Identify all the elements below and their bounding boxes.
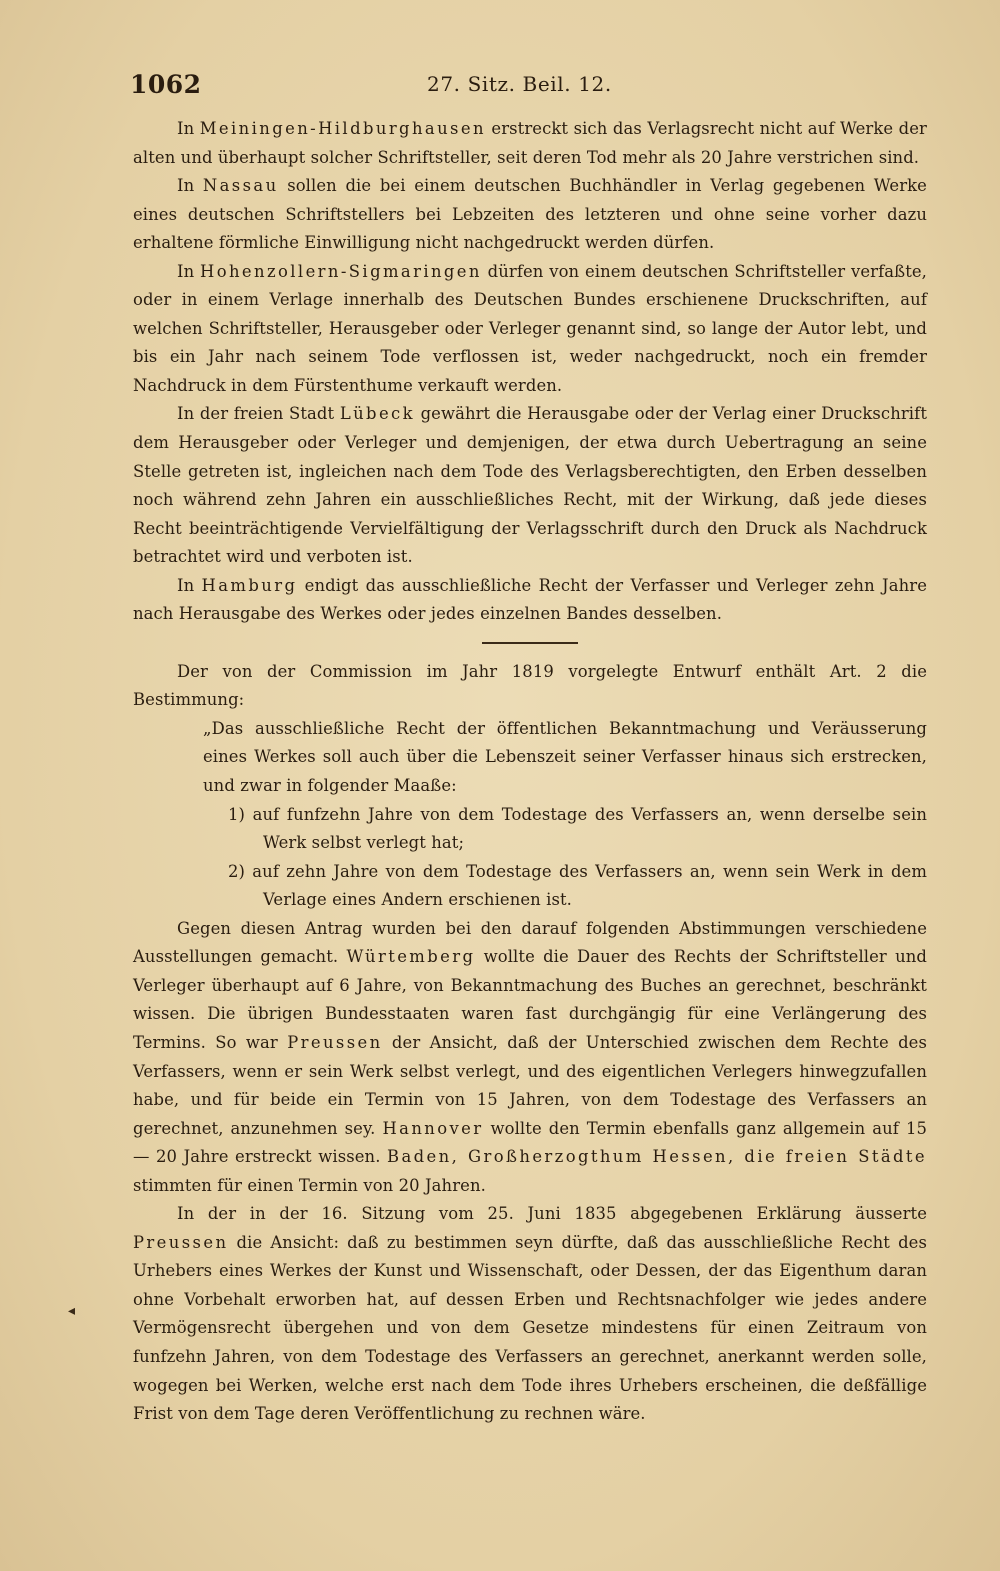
state-name: Preussen [287, 1032, 383, 1052]
place-name: Hohenzollern-Sigmaringen [200, 261, 482, 281]
paragraph-text: erstreckt sich das Verlagsrecht nicht auf Werke der alten und überhaupt solcher Schriftsteller, seit deren Tod mehr als 20 Jahre verstrichen sind. [133, 119, 927, 167]
list-marker: 2) [228, 861, 246, 881]
paragraph-objections [133, 915, 927, 1200]
paragraph-text: die Ansicht: daß zu bestimmen seyn dürfte, daß das ausschließliche Recht des Urhebers eines Werkes der Kunst und Wissenschaft, oder Dessen, der das Eigenthum daran ohne Vorbehalt erworben hat, auf dessen Erben und Rechtsnachfolger wie jedes andere Vermögensrecht übergehen und von dem Gesetze mindestens für einen Zeitraum von funfzehn Jahren, von dem Todestage des Verfassers an gerechnet, anerkannt werden solle, wogegen bei Werken, welche erst nach dem Tode ihres Urhebers erscheinen, die deßfällige Frist von dem Tage deren Veröffentlichung zu rechnen wäre. [133, 1232, 927, 1424]
paragraph-text: gewährt die Herausgabe oder der Verlag einer Druckschrift dem Herausgeber oder Verleger und demjenigen, der etwa durch Uebertragung an seine Stelle getreten ist, ingleichen nach dem Tode des Verlagsberechtigten, den Erben desselben noch während zehn Jahren ein ausschließliches Recht, mit der Wirkung, daß jede dieses Recht beeinträchtigende Vervielfältigung der Verlagsschrift durch den Druck als Nachdruck betrachtet wird und verboten ist. [133, 404, 928, 567]
paragraph-text: wollte den Termin ebenfalls ganz allgemein auf 15 — 20 Jahre erstreckt wissen. [133, 1118, 927, 1167]
list-text: auf zehn Jahre von dem Todestage des Verfassers an, wenn sein Werk in dem Verlage eines Andern erschienen ist. [245, 861, 927, 910]
page-number: 1062 [130, 70, 202, 99]
list-text: auf funfzehn Jahre von dem Todestage des Verfassers an, wenn derselbe sein Werk selbst verlegt hat; [245, 804, 927, 853]
paragraph-intro: In [177, 575, 202, 595]
paragraph-luebeck [133, 400, 927, 571]
state-name: Würtemberg [346, 947, 476, 967]
place-name: Meiningen-Hildburghausen [199, 119, 486, 138]
place-name: Hamburg [201, 575, 298, 595]
paragraph-intro: In der freien Stadt [177, 404, 340, 424]
page-body [133, 115, 927, 1429]
quoted-provision: „Das ausschließliche Recht der öffentlichen Bekanntmachung und Veräusserung eines Werkes soll auch über die Lebenszeit seiner Verfasser hinaus sich erstrecken, und zwar in folgender Maaße: [203, 718, 927, 796]
place-name: Nassau [202, 176, 279, 196]
section-divider [482, 642, 578, 644]
paragraph-text: In der in der 16. Sitzung vom 25. Juni 1835 abgegebenen Erklärung äusserte [177, 1204, 927, 1224]
paragraph-intro: In [177, 176, 203, 196]
list-item [228, 801, 927, 858]
paragraph-hamburg [133, 572, 927, 629]
paragraph-text: dürfen von einem deutschen Schriftsteller verfaßte, oder in einem Verlage innerhalb des Deutschen Bundes erschienene Druckschriften, auf welchen Schriftsteller, Herausgeber oder Verleger genannt sind, so lange der Autor lebt, und bis ein Jahr nach seinem Tode verflossen ist, weder nachgedruckt, noch ein fremder Nachdruck in dem Fürstenthume verkauft werden. [133, 261, 927, 395]
state-names: Baden, Großherzogthum Hessen, die freien Städte [387, 1147, 927, 1167]
paragraph-prussia-declaration [133, 1200, 927, 1428]
state-name: Hannover [382, 1118, 484, 1138]
paragraph-intro: In [177, 119, 200, 138]
place-name: Lübeck [339, 404, 415, 424]
paragraph-commission: Der von der Commission im Jahr 1819 vorgelegte Entwurf enthält Art. 2 die Bestimmung: [133, 661, 927, 710]
list-item [228, 858, 927, 915]
paragraph-text: endigt das ausschließliche Recht der Verfasser und Verleger zehn Jahre nach Herausgabe des Werkes oder jedes einzelnen Bandes desselben. [133, 575, 927, 624]
paragraph-text: stimmten für einen Termin von 20 Jahren. [133, 1175, 486, 1195]
paragraph-nassau [133, 172, 927, 258]
paragraph-text: wollte die Dauer des Rechts der Schriftsteller und Verleger überhaupt auf 6 Jahre, von Bekanntmachung des Buches an gerechnet, beschränkt wissen. Die übrigen Bundesstaaten waren fast durchgängig für eine Verlängerung des Termins. So war [133, 947, 927, 1052]
paragraph-hohenzollern [133, 258, 927, 401]
state-name: Preussen [133, 1232, 229, 1252]
list-marker: 1) [228, 804, 246, 824]
page-header [130, 70, 930, 110]
paragraph-text: Gegen diesen Antrag wurden bei den darauf folgenden Abstimmungen verschiedene Ausstellungen gemacht. [133, 918, 927, 967]
margin-mark-icon: ◂ [68, 1303, 76, 1319]
running-head: 27. Sitz. Beil. 12. [427, 72, 612, 96]
paragraph-text: sollen die bei einem deutschen Buchhändler in Verlag gegebenen Werke eines deutschen Schriftstellers bei Lebzeiten des letzteren und ohne seine vorher dazu erhaltene förmliche Einwilligung nicht nachgedruckt werden dürfen. [133, 176, 927, 253]
paragraph-intro: In [177, 261, 201, 281]
paragraph-text: der Ansicht, daß der Unterschied zwischen dem Rechte des Verfassers, wenn er sein Werk selbst verlegt, und des eigentlichen Verlegers hinwegzufallen habe, und für beide ein Termin von 15 Jahren, von dem Todestage des Verfassers an gerechnet, anzunehmen sey. [133, 1032, 927, 1138]
paragraph-meiningen [133, 115, 927, 172]
